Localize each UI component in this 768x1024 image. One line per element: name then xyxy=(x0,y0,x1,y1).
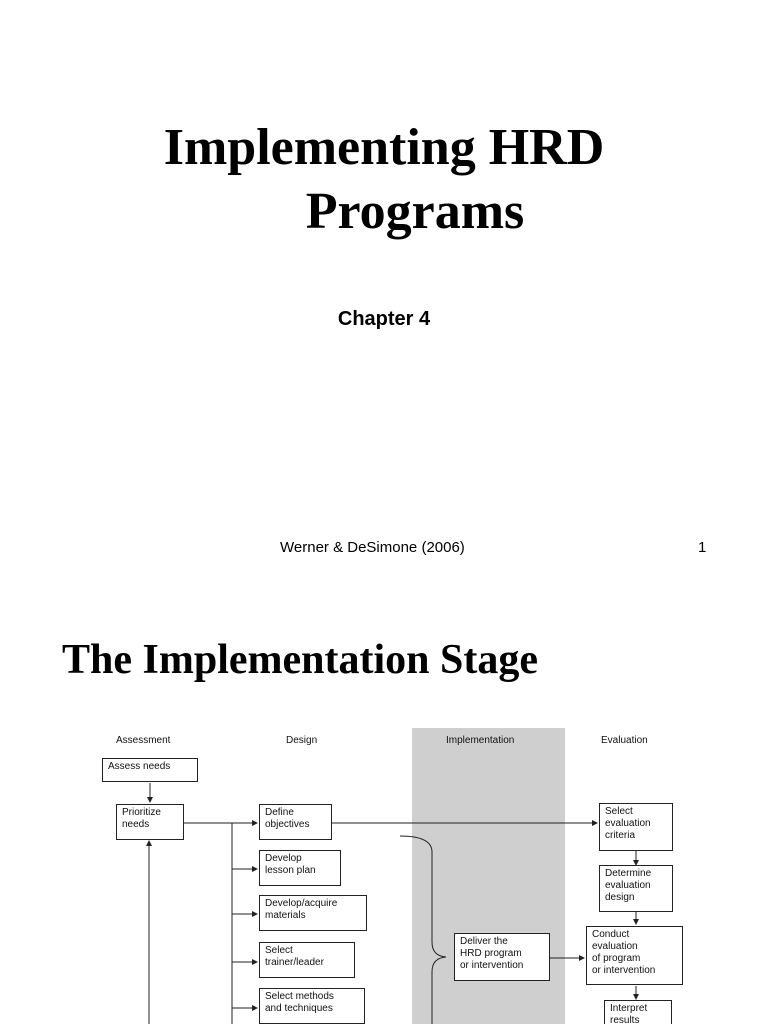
footer-citation: Werner & DeSimone (2006) xyxy=(280,539,465,556)
page-number: 1 xyxy=(698,539,707,556)
implementation-slide xyxy=(0,590,768,1024)
select-methods-box: Select methods and techniques xyxy=(259,988,365,1024)
select-criteria-box: Select evaluation criteria xyxy=(599,803,673,851)
select-trainer-box: Select trainer/leader xyxy=(259,942,355,978)
deliver-program-box: Deliver the HRD program or intervention xyxy=(454,933,550,981)
column-header-evaluation: Evaluation xyxy=(601,735,648,746)
column-header-design: Design xyxy=(286,735,318,746)
prioritize-needs-box: Prioritize needs xyxy=(116,804,184,840)
determine-design-box: Determine evaluation design xyxy=(599,865,673,912)
process-diagram xyxy=(0,590,768,1024)
title-line-1: Implementing HRD xyxy=(163,119,605,176)
column-header-assessment: Assessment xyxy=(116,735,171,746)
assess-needs-box: Assess needs xyxy=(102,758,198,782)
define-objectives-box: Define objectives xyxy=(259,804,332,840)
column-header-implementation: Implementation xyxy=(446,735,515,746)
conduct-evaluation-box: Conduct evaluation of program or intervention xyxy=(586,926,683,985)
title-line-2: Programs xyxy=(305,183,525,240)
slide-title xyxy=(0,116,768,244)
develop-materials-box: Develop/acquire materials xyxy=(259,895,367,931)
chapter-label: Chapter 4 xyxy=(337,308,431,330)
interpret-results-box: Interpret results xyxy=(604,1000,672,1024)
slide-title: The Implementation Stage xyxy=(62,637,538,683)
develop-lesson-plan-box: Develop lesson plan xyxy=(259,850,341,886)
